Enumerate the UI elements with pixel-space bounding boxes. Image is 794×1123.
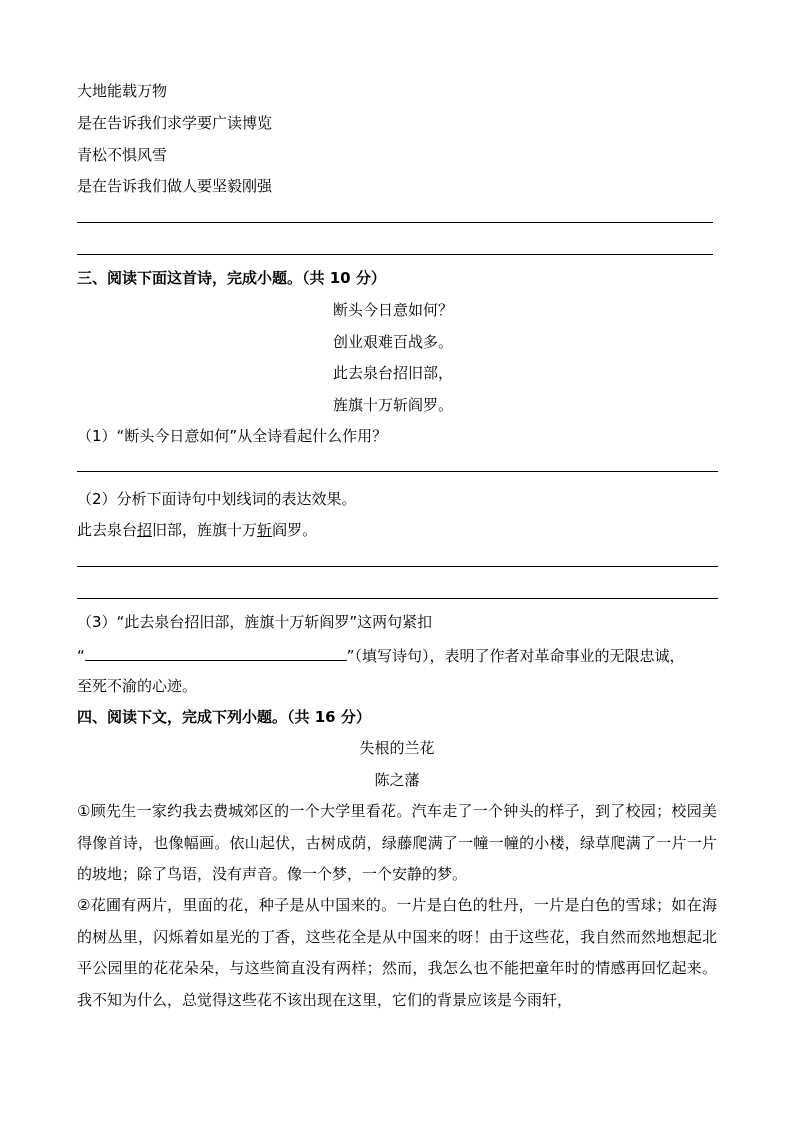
intro-line-3: 青松不惧风雪	[77, 146, 168, 164]
verse-text: 此去泉台	[77, 521, 138, 539]
question-3-line-2	[77, 644, 717, 666]
intro-line-4: 是在告诉我们做人要坚毅刚强	[77, 177, 273, 195]
article-author: 陈之藩	[374, 771, 420, 789]
intro-line-1: 大地能载万物	[77, 82, 168, 100]
verse-text: 旧部，旌旗十万	[152, 521, 258, 539]
underlined-word-zhao: 招	[137, 521, 153, 539]
question-1: （1）“断头今日意如何”从全诗看起什么作用？	[77, 427, 388, 445]
answer-line	[77, 566, 718, 567]
poem-line-1: 断头今日意如何？	[333, 301, 454, 319]
question-3-line-1: （3）“此去泉台招旧部，旌旗十万斩阎罗”这两句紧扣	[77, 613, 433, 631]
article-title: 失根的兰花	[359, 739, 435, 757]
open-quote: “	[77, 647, 85, 665]
poem-line-3: 此去泉台招旧部，	[333, 364, 454, 382]
question-2-verse	[77, 520, 317, 540]
fill-in-blank[interactable]	[85, 644, 347, 661]
poem-line-4: 旌旗十万斩阎罗。	[333, 396, 454, 414]
answer-line	[77, 222, 713, 223]
poem-line-2: 创业艰难百战多。	[333, 333, 454, 351]
intro-line-2: 是在告诉我们求学要广读博览	[77, 114, 273, 132]
article-paragraph-2: ②花圃有两片，里面的花，种子是从中国来的。一片是白色的牡丹，一片是白色的雪球；如在海的树丛里，闪烁着如星光的丁香，这些花全是从中国来的呀！由于这些花，我自然而然地想起北平公园里的花花朵朵，与这些简直没有两样；然而，我怎么也不能把童年时的情感再回忆起来。我不知为什么，总觉得这些花不该出现在这里，它们的背景应该是今雨轩，	[77, 896, 717, 1009]
answer-line	[77, 471, 718, 472]
article-paragraph-1: ①顾先生一家约我去费城郊区的一个大学里看花。汽车走了一个钟头的样子，到了校园；校园美得像首诗，也像幅画。依山起伏，古树成荫，绿藤爬满了一幢一幢的小楼，绿草爬满了一片一片的坡地；除了鸟语，没有声音。像一个梦，一个安静的梦。	[77, 802, 717, 883]
section4-heading: 四、阅读下文，完成下列小题。（共 16 分）	[77, 708, 371, 726]
answer-line	[77, 254, 713, 255]
question-3-rest: ”（填写诗句），表明了作者对革命事业的无限忠诚，	[346, 647, 685, 665]
verse-text: 阎罗。	[272, 521, 318, 539]
answer-line	[77, 598, 718, 599]
section3-heading: 三、阅读下面这首诗，完成小题。（共 10 分）	[77, 269, 386, 287]
question-3-line-3: 至死不渝的心迹。	[77, 677, 198, 695]
underlined-word-zhan: 斩	[257, 521, 273, 539]
question-2: （2）分析下面诗句中划线词的表达效果。	[77, 490, 357, 508]
